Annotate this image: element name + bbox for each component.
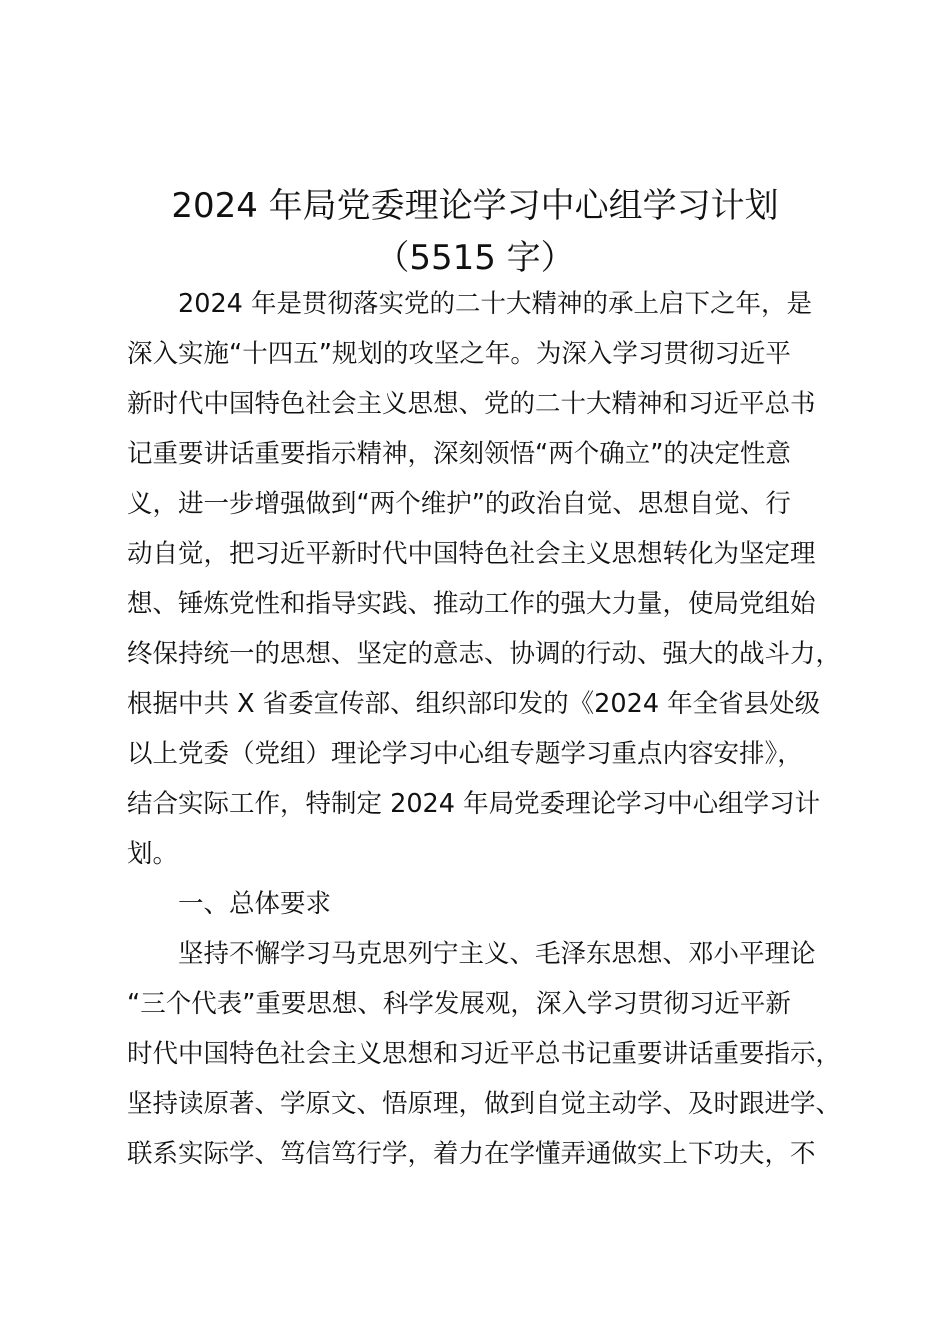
body-line: 动自觉，把习近平新时代中国特色社会主义思想转化为坚定理 [127,539,816,569]
body-line: 深入实施“十四五”规划的攻坚之年。为深入学习贯彻习近平 [127,339,791,369]
body-line: 记重要讲话重要指示精神，深刻领悟“两个确立”的决定性意 [127,439,791,469]
body-line: 结合实际工作，特制定 2024 年局党委理论学习中心组学习计 [127,789,821,819]
document-title: 2024 年局党委理论学习中心组学习计划 [171,186,779,226]
document-subtitle-word-count: （5515 字） [375,238,575,278]
body-line: 联系实际学、笃信笃行学，着力在学懂弄通做实上下功夫，不 [127,1139,816,1169]
body-line: 坚持读原著、学原文、悟原理，做到自觉主动学、及时跟进学、 [127,1089,842,1119]
body-line: 划。 [127,839,179,869]
body-line: 根据中共 X 省委宣传部、组织部印发的《2024 年全省县处级 [127,689,821,719]
body-line: 坚持不懈学习马克思列宁主义、毛泽东思想、邓小平理论 [127,939,816,969]
body-line: “三个代表”重要思想、科学发展观，深入学习贯彻习近平新 [127,989,791,1019]
body-line: 以上党委（党组）理论学习中心组专题学习重点内容安排》， [127,739,803,769]
section-heading: 一、总体要求 [127,889,332,919]
body-line: 想、锤炼党性和指导实践、推动工作的强大力量，使局党组始 [127,589,816,619]
body-line: 终保持统一的思想、坚定的意志、协调的行动、强大的战斗力， [127,639,842,669]
body-line: 2024 年是贯彻落实党的二十大精神的承上启下之年，是 [127,289,813,319]
body-line: 义，进一步增强做到“两个维护”的政治自觉、思想自觉、行 [127,489,791,519]
body-line: 时代中国特色社会主义思想和习近平总书记重要讲话重要指示， [127,1039,842,1069]
body-line: 新时代中国特色社会主义思想、党的二十大精神和习近平总书 [127,389,816,419]
